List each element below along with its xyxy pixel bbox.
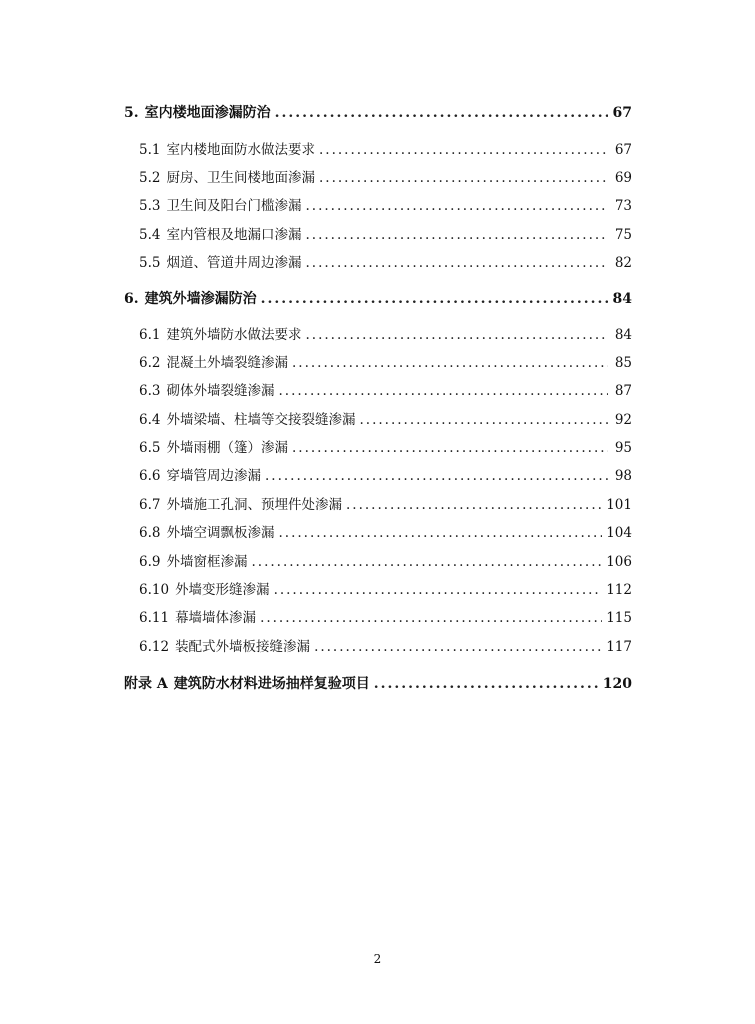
toc-section-entry[interactable] [124, 382, 632, 400]
toc-entry-page: 85 [614, 355, 632, 371]
toc-entry-title: 外墙梁墙、柱墙等交接裂缝渗漏 [166, 412, 356, 428]
toc-section-entry[interactable] [124, 254, 632, 272]
toc-dot-leader [292, 439, 608, 457]
toc-entry-number: 6.2 [139, 355, 161, 371]
toc-dot-leader [346, 496, 602, 514]
toc-section-entry[interactable] [124, 553, 632, 571]
toc-entry-title: 幕墙墙体渗漏 [175, 610, 257, 626]
toc-entry-number: 附录 A [124, 676, 168, 692]
toc-dot-leader [251, 553, 602, 571]
toc-entry-number: 6.10 [139, 582, 170, 598]
toc-section-entry[interactable] [124, 638, 632, 656]
toc-entry-page: 67 [614, 142, 632, 158]
toc-section-entry[interactable] [124, 169, 632, 187]
toc-section-entry[interactable] [124, 439, 632, 457]
toc-entry-title: 砌体外墙裂缝渗漏 [166, 383, 275, 399]
toc-dot-leader [274, 581, 603, 599]
toc-entry-page: 92 [614, 412, 632, 428]
toc-entry-page: 101 [606, 497, 632, 513]
toc-entry-title: 建筑外墙防水做法要求 [166, 327, 302, 343]
toc-section-entry[interactable] [124, 496, 632, 514]
toc-entry-page: 84 [614, 327, 632, 343]
toc-entry-number: 6.3 [139, 383, 161, 399]
toc-entry-title: 建筑外墙渗漏防治 [144, 291, 257, 307]
toc-entry-page: 73 [614, 198, 632, 214]
toc-dot-leader [305, 197, 608, 215]
toc-entry-number: 6.1 [139, 327, 161, 343]
toc-entry-page: 82 [614, 255, 632, 271]
toc-entry-title: 外墙变形缝渗漏 [175, 582, 270, 598]
toc-section-entry[interactable] [124, 609, 632, 627]
toc-entry-title: 室内楼地面渗漏防治 [144, 105, 271, 121]
toc-entry-number: 5.5 [139, 255, 161, 271]
toc-entry-page: 69 [614, 170, 632, 186]
toc-entry-page: 120 [602, 676, 632, 692]
toc-entry-title: 卫生间及阳台门槛渗漏 [166, 198, 302, 214]
toc-entry-number: 5. [124, 105, 139, 121]
toc-dot-leader [305, 254, 608, 272]
toc-entry-number: 6.5 [139, 440, 161, 456]
toc-dot-leader [278, 524, 602, 542]
toc-entry-page: 112 [606, 582, 632, 598]
toc-dot-leader [319, 169, 608, 187]
toc-entry-title: 混凝土外墙裂缝渗漏 [166, 355, 288, 371]
toc-entry-title: 外墙雨棚（篷）渗漏 [166, 440, 288, 456]
toc-dot-leader [305, 326, 608, 344]
toc-dot-leader [275, 104, 608, 122]
toc-section-entry[interactable] [124, 197, 632, 215]
toc-entry-number: 6. [124, 291, 139, 307]
toc-entry-title: 外墙施工孔洞、预埋件处渗漏 [166, 497, 342, 513]
toc-entry-title: 室内管根及地漏口渗漏 [166, 227, 302, 243]
toc-chapter-entry[interactable] [124, 290, 632, 308]
toc-dot-leader [261, 290, 608, 308]
toc-entry-title: 外墙空调飘板渗漏 [166, 525, 275, 541]
toc-dot-leader [265, 467, 608, 485]
toc-dot-leader [260, 609, 602, 627]
toc-entry-title: 装配式外墙板接缝渗漏 [175, 639, 311, 655]
toc-section-entry[interactable] [124, 524, 632, 542]
toc-section-entry[interactable] [124, 467, 632, 485]
toc-dot-leader [314, 638, 602, 656]
toc-dot-leader [319, 141, 608, 159]
toc-entry-number: 5.3 [139, 198, 161, 214]
toc-entry-page: 106 [606, 554, 632, 570]
toc-section-entry[interactable] [124, 411, 632, 429]
toc-entry-title: 厨房、卫生间楼地面渗漏 [166, 170, 315, 186]
toc-entry-number: 5.1 [139, 142, 161, 158]
toc-entry-page: 104 [606, 525, 632, 541]
toc-entry-page: 75 [614, 227, 632, 243]
toc-entry-page: 117 [606, 639, 632, 655]
toc-dot-leader [359, 411, 608, 429]
toc-entry-number: 5.4 [139, 227, 161, 243]
toc-entry-page: 95 [614, 440, 632, 456]
toc-entry-page: 84 [612, 291, 632, 307]
toc-entry-number: 6.4 [139, 412, 161, 428]
toc-dot-leader [305, 226, 608, 244]
toc-dot-leader [374, 675, 599, 693]
toc-entry-title: 建筑防水材料进场抽样复验项目 [173, 676, 370, 692]
toc-entry-page: 98 [614, 468, 632, 484]
toc-entry-title: 室内楼地面防水做法要求 [166, 142, 315, 158]
toc-entry-number: 6.7 [139, 497, 161, 513]
toc-section-entry[interactable] [124, 354, 632, 372]
page-number: 2 [373, 952, 382, 966]
toc-section-entry[interactable] [124, 226, 632, 244]
toc-section-entry[interactable] [124, 581, 632, 599]
toc-entry-number: 6.6 [139, 468, 161, 484]
toc-entry-number: 5.2 [139, 170, 161, 186]
toc-chapter-entry[interactable] [124, 675, 632, 693]
toc-section-entry[interactable] [124, 141, 632, 159]
toc-dot-leader [278, 382, 608, 400]
toc-entry-number: 6.11 [139, 610, 170, 626]
toc-entry-number: 6.12 [139, 639, 170, 655]
toc-chapter-entry[interactable] [124, 104, 632, 122]
toc-section-entry[interactable] [124, 326, 632, 344]
toc-dot-leader [292, 354, 608, 372]
toc-entry-title: 穿墙管周边渗漏 [166, 468, 261, 484]
toc-entry-title: 外墙窗框渗漏 [166, 554, 248, 570]
toc-entry-number: 6.8 [139, 525, 161, 541]
toc-entry-page: 67 [612, 105, 632, 121]
toc-entry-title: 烟道、管道井周边渗漏 [166, 255, 302, 271]
toc-entry-page: 87 [614, 383, 632, 399]
toc-entry-number: 6.9 [139, 554, 161, 570]
toc-entry-page: 115 [606, 610, 632, 626]
